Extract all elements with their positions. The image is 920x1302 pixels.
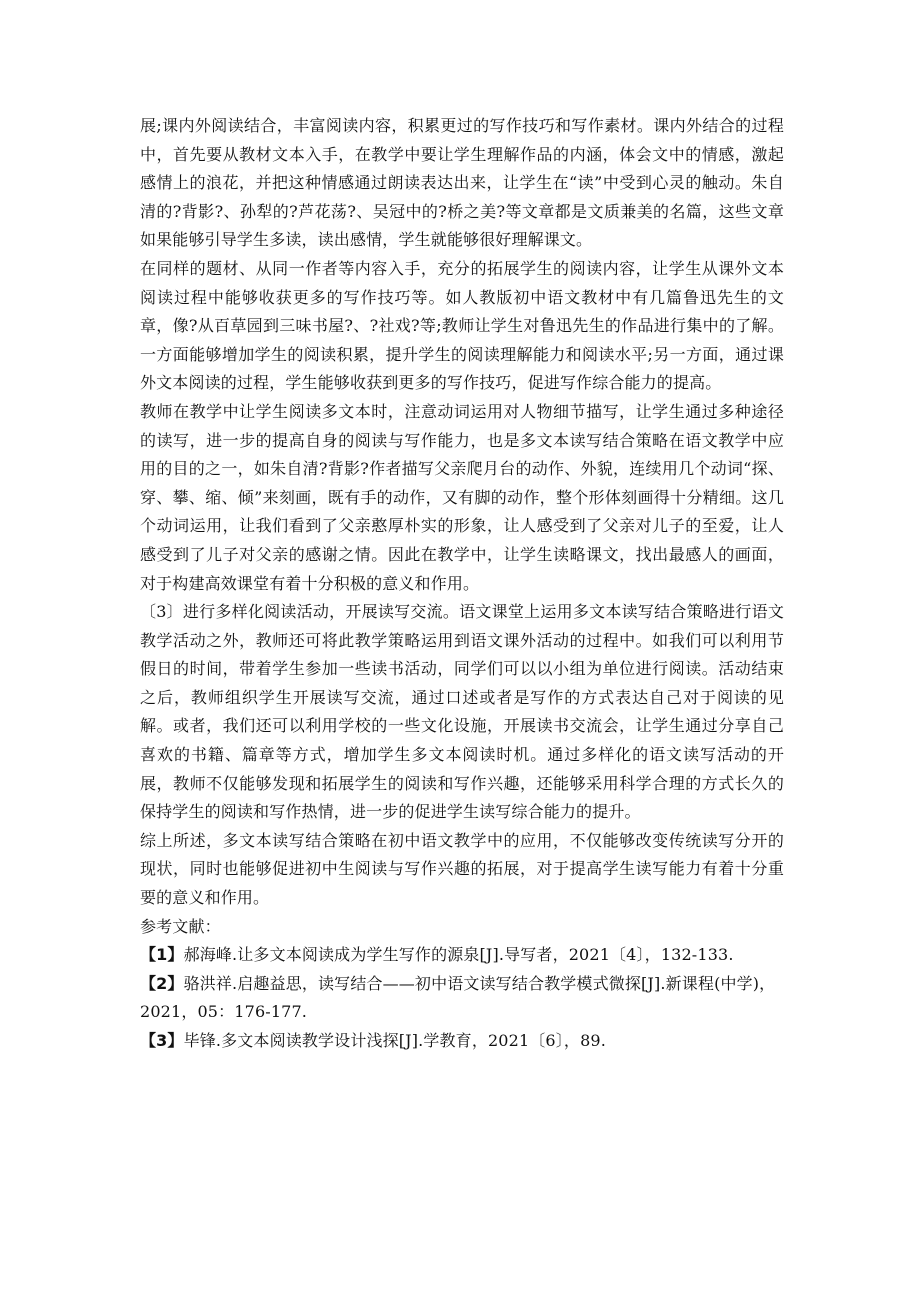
document-body [140, 112, 784, 1056]
paragraph-5: 综上所述，多文本读写结合策略在初中语文教学中的应用，不仅能够改变传统读写分开的现状，同时也能够促进初中生阅读与写作兴趣的拓展，对于提高学生读写能力有着十分重要的意义和作用。 [140, 830, 784, 908]
paragraph-3: 教师在教学中让学生阅读多文本时，注意动词运用对人物细节描写，让学生通过多种途径的读写，进一步的提高自身的阅读与写作能力，也是多文本读写结合策略在语文教学中应用的目的之一，如朱自清?背影?作者描写父亲爬月台的动作、外貌，连续用几个动词“探、穿、攀、缩、倾”来刻画，既有手的动作，又有脚的动作，整个形体刻画得十分精细。这几个动词运用，让我们看到了父亲憨厚朴实的形象，让人感受到了父亲对儿子的至爱，让人感受到了儿子对父亲的感谢之情。因此在教学中，让学生读略课文，找出最感人的画面，对于构建高效课堂有着十分积极的意义和作用。 [140, 401, 784, 593]
paragraph-1: 展;课内外阅读结合，丰富阅读内容，积累更过的写作技巧和写作素材。课内外结合的过程中，首先要从教材文本入手，在教学中要让学生理解作品的内涵，体会文中的情感，激起感情上的浪花，并把这种情感通过朗读表达出来，让学生在“读”中受到心灵的触动。朱自清的?背影?、孙犁的?芦花荡?、吴冠中的?桥之美?等文章都是文质兼美的名篇，这些文章如果能够引导学生多读，读出感情，学生就能够很好理解课文。 [140, 116, 784, 250]
reference-mark: 【3】 [140, 1031, 184, 1050]
paragraph-2: 在同样的题材、从同一作者等内容入手，充分的拓展学生的阅读内容，让学生从课外文本阅读过程中能够收获更多的写作技巧等。如人教版初中语文教材中有几篇鲁迅先生的文章，像?从百草园到三味书屋?、?社戏?等;教师让学生对鲁迅先生的作品进行集中的了解。一方面能够增加学生的阅读积累，提升学生的阅读理解能力和阅读水平;另一方面，通过课外文本阅读的过程，学生能够收获到更多的写作技巧，促进写作综合能力的提高。 [140, 258, 784, 393]
reference-text: 郝海峰.让多文本阅读成为学生写作的源泉[J].导写者，2021〔4〕，132-133. [183, 945, 734, 965]
reference-item-2 [140, 970, 784, 1027]
paragraph-4: 〔3〕进行多样化阅读活动，开展读写交流。语文课堂上运用多文本读写结合策略进行语文教学活动之外，教师还可将此教学策略运用到语文课外活动的过程中。如我们可以利用节假日的时间，带着学生参加一些读书活动，同学们可以以小组为单位进行阅读。活动结束之后，教师组织学生开展读写交流，通过口述或者是写作的方式表达自己对于阅读的见解。或者，我们还可以利用学校的一些文化设施，开展读书交流会，让学生通过分享自己喜欢的书籍、篇章等方式，增加学生多文本阅读时机。通过多样化的语文读写活动的开展，教师不仅能够发现和拓展学生的阅读和写作兴趣，还能够采用科学合理的方式长久的保持学生的阅读和写作热情，进一步的促进学生读写综合能力的提升。 [140, 602, 784, 822]
reference-text: 骆洪祥.启趣益思，读写结合——初中语文读写结合教学模式微探[J].新课程(中学)，2021，05：176-177. [140, 973, 776, 1022]
reference-text: 毕锋.多文本阅读教学设计浅探[J].学教育，2021〔6〕，89. [183, 1031, 606, 1050]
references-label: 参考文献： [140, 916, 221, 936]
reference-mark: 【2】 [140, 973, 184, 993]
reference-mark: 【1】 [140, 945, 184, 965]
reference-item-3 [140, 1027, 784, 1056]
reference-item-1 [140, 941, 784, 970]
